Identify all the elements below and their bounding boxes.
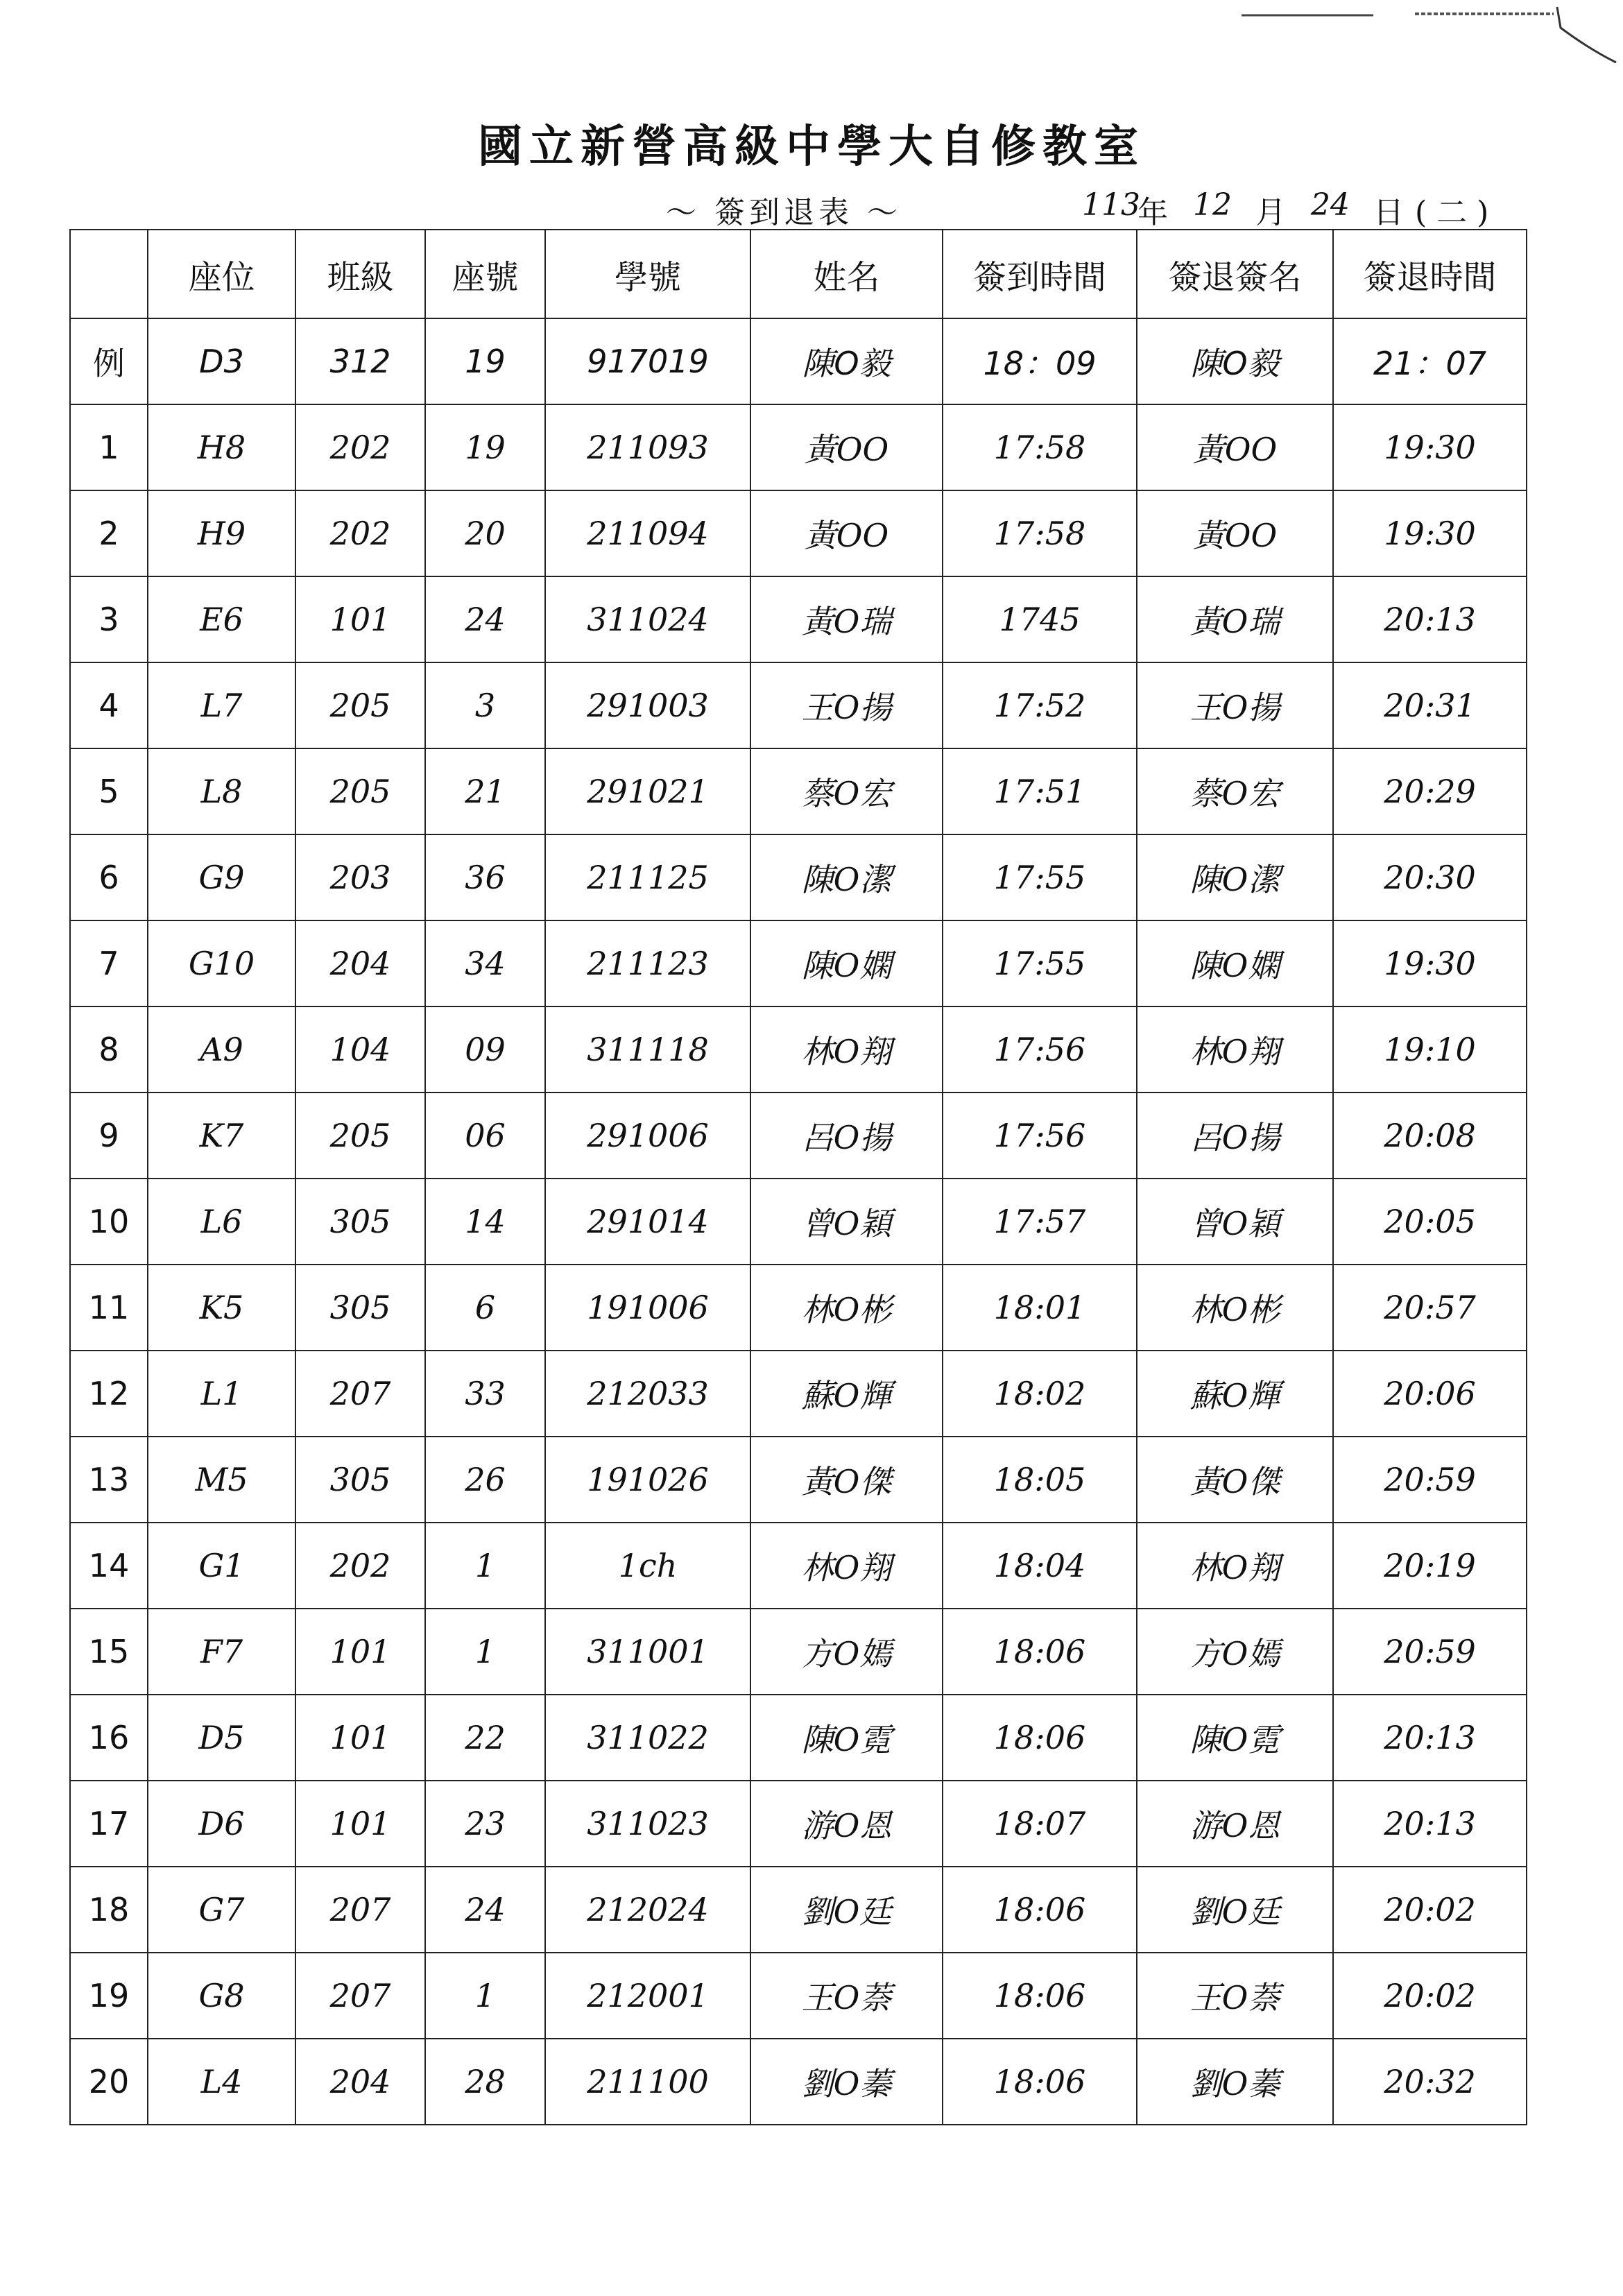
table-row [70,1867,1527,1953]
sign-in-time-cell: 18:06 [943,1609,1137,1695]
sign-out-signature-cell: 黃OO [1137,490,1333,576]
student-name-cell: 黃O傑 [750,1437,943,1523]
header-col-name: 姓名 [750,230,943,318]
seat-cell: G10 [148,920,295,1006]
sign-in-time-cell: 17:52 [943,662,1137,748]
sign-in-time-cell: 17:58 [943,490,1137,576]
student-name-cell: 黃O瑞 [750,576,943,662]
sign-out-signature-cell: 林O彬 [1137,1265,1333,1351]
student-id-cell: 191026 [545,1437,750,1523]
sign-out-time-cell: 20:13 [1333,576,1527,662]
sign-out-time-cell: 20:02 [1333,1953,1527,2039]
row-number-cell: 4 [70,662,148,748]
seat-number-cell: 34 [425,920,545,1006]
seat-cell: H9 [148,490,295,576]
class-cell: 202 [295,404,425,490]
class-cell: 101 [295,1695,425,1781]
sign-out-time-cell: 20:57 [1333,1265,1527,1351]
row-number-cell: 14 [70,1523,148,1609]
student-name-cell: 陳O霓 [750,1695,943,1781]
row-number-cell: 11 [70,1265,148,1351]
class-cell: 104 [295,1006,425,1093]
sign-in-time-cell: 18:04 [943,1523,1137,1609]
seat-cell: H8 [148,404,295,490]
seat-number-cell: 28 [425,2039,545,2125]
seat-cell: L1 [148,1351,295,1437]
sign-in-time-cell: 18:02 [943,1351,1137,1437]
class-cell: 207 [295,1351,425,1437]
seat-number-cell: 24 [425,576,545,662]
sign-out-time-cell: 20:59 [1333,1437,1527,1523]
seat-cell: E6 [148,576,295,662]
class-cell: 204 [295,2039,425,2125]
class-cell: 101 [295,1609,425,1695]
sign-out-signature-cell: 林O翔 [1137,1523,1333,1609]
seat-number-cell: 36 [425,834,545,920]
sign-in-time-cell: 1745 [943,576,1137,662]
seat-number-cell: 19 [425,404,545,490]
seat-number-cell: 14 [425,1179,545,1265]
sign-in-time-cell: 17:58 [943,404,1137,490]
date-year-label: 年 [1137,195,1168,230]
form-subtitle: ～ 簽到退表 ～ [666,195,902,230]
student-id-cell: 212033 [545,1351,750,1437]
student-id-cell: 917019 [545,318,750,404]
header-col-studentid: 學號 [545,230,750,318]
class-cell: 205 [295,748,425,834]
student-name-cell: 劉O蓁 [750,2039,943,2125]
row-number-cell: 3 [70,576,148,662]
student-name-cell: 林O翔 [750,1523,943,1609]
table-row [70,834,1527,920]
class-cell: 207 [295,1953,425,2039]
sign-out-time-cell: 20:05 [1333,1179,1527,1265]
sign-in-time-cell: 18:07 [943,1781,1137,1867]
seat-number-cell: 6 [425,1265,545,1351]
row-number-cell: 8 [70,1006,148,1093]
header-col-seat: 座位 [148,230,295,318]
seat-number-cell: 20 [425,490,545,576]
sign-out-signature-cell: 游O恩 [1137,1781,1333,1867]
table-row [70,490,1527,576]
seat-number-cell: 21 [425,748,545,834]
sign-out-signature-cell: 呂O揚 [1137,1093,1333,1179]
sign-in-time-cell: 18:06 [943,1953,1137,2039]
student-id-cell: 212024 [545,1867,750,1953]
student-name-cell: 劉O廷 [750,1867,943,1953]
seat-cell: D3 [148,318,295,404]
student-id-cell: 211094 [545,490,750,576]
seat-number-cell: 1 [425,1953,545,2039]
table-row [70,920,1527,1006]
student-name-cell: 蘇O輝 [750,1351,943,1437]
date-year: 113 [1082,187,1140,223]
sign-in-time-cell: 17:56 [943,1093,1137,1179]
student-name-cell: 王O揚 [750,662,943,748]
row-number-cell: 19 [70,1953,148,2039]
table-row [70,1265,1527,1351]
sign-out-time-cell: 19:30 [1333,920,1527,1006]
sign-out-time-cell: 19:10 [1333,1006,1527,1093]
sign-out-time-cell: 20:59 [1333,1609,1527,1695]
sign-out-signature-cell: 劉O廷 [1137,1867,1333,1953]
row-number-cell: 7 [70,920,148,1006]
student-id-cell: 291021 [545,748,750,834]
sign-in-time-cell: 18:06 [943,1867,1137,1953]
sign-out-time-cell: 20:32 [1333,2039,1527,2125]
scan-artifacts [0,0,1623,83]
table-row [70,1695,1527,1781]
example-row [70,318,1527,404]
date-day: 24 [1311,187,1350,223]
header-col-rownum [70,230,148,318]
student-name-cell: 方O嫣 [750,1609,943,1695]
class-cell: 101 [295,1781,425,1867]
student-id-cell: 211125 [545,834,750,920]
table-row [70,404,1527,490]
row-number-cell: 20 [70,2039,148,2125]
sign-out-time-cell: 20:30 [1333,834,1527,920]
student-name-cell: 陳O毅 [750,318,943,404]
row-number-cell: 9 [70,1093,148,1179]
class-cell: 305 [295,1179,425,1265]
seat-number-cell: 19 [425,318,545,404]
seat-number-cell: 24 [425,1867,545,1953]
student-id-cell: 1ch [545,1523,750,1609]
student-id-cell: 311024 [545,576,750,662]
seat-number-cell: 33 [425,1351,545,1437]
class-cell: 204 [295,920,425,1006]
sign-out-time-cell: 20:06 [1333,1351,1527,1437]
sign-in-time-cell: 18:05 [943,1437,1137,1523]
row-number-cell: 17 [70,1781,148,1867]
sign-out-signature-cell: 劉O蓁 [1137,2039,1333,2125]
seat-cell: G1 [148,1523,295,1609]
table-row [70,1953,1527,2039]
date-day-label: 日 [1373,195,1404,230]
sign-out-time-cell: 19:30 [1333,404,1527,490]
sign-out-time-cell: 19:30 [1333,490,1527,576]
seat-cell: L6 [148,1179,295,1265]
sign-out-time-cell: 20:13 [1333,1695,1527,1781]
seat-number-cell: 06 [425,1093,545,1179]
class-cell: 312 [295,318,425,404]
seat-number-cell: 1 [425,1609,545,1695]
sign-out-signature-cell: 曾O穎 [1137,1179,1333,1265]
student-name-cell: 林O翔 [750,1006,943,1093]
sign-in-time-cell: 17:55 [943,834,1137,920]
row-number-cell: 10 [70,1179,148,1265]
sign-in-time-cell: 17:56 [943,1006,1137,1093]
header-col-seatno: 座號 [425,230,545,318]
sign-out-signature-cell: 蔡O宏 [1137,748,1333,834]
sign-out-signature-cell: 方O嫣 [1137,1609,1333,1695]
page-title: 國立新營高級中學大自修教室 [478,121,1145,173]
sign-in-time-cell: 18:06 [943,2039,1137,2125]
seat-number-cell: 1 [425,1523,545,1609]
sign-out-signature-cell: 陳O毅 [1137,318,1333,404]
row-number-cell: 5 [70,748,148,834]
sign-out-time-cell: 20:29 [1333,748,1527,834]
class-cell: 101 [295,576,425,662]
seat-number-cell: 22 [425,1695,545,1781]
sign-in-time-cell: 18:06 [943,1695,1137,1781]
seat-number-cell: 26 [425,1437,545,1523]
student-name-cell: 林O彬 [750,1265,943,1351]
sign-in-time-cell: 18:01 [943,1265,1137,1351]
table-row [70,1609,1527,1695]
seat-cell: K7 [148,1093,295,1179]
student-id-cell: 311118 [545,1006,750,1093]
sign-out-signature-cell: 黃O瑞 [1137,576,1333,662]
seat-cell: D6 [148,1781,295,1867]
seat-cell: F7 [148,1609,295,1695]
student-id-cell: 211093 [545,404,750,490]
sign-in-time-cell: 18：09 [943,318,1137,404]
row-number-cell: 13 [70,1437,148,1523]
table-header-row [70,230,1527,318]
sign-out-signature-cell: 黃O傑 [1137,1437,1333,1523]
class-cell: 205 [295,1093,425,1179]
class-cell: 202 [295,490,425,576]
sign-in-table [69,229,1527,2125]
seat-cell: L8 [148,748,295,834]
sign-out-time-cell: 20:08 [1333,1093,1527,1179]
seat-number-cell: 23 [425,1781,545,1867]
sign-out-time-cell: 20:13 [1333,1781,1527,1867]
sign-out-time-cell: 20:19 [1333,1523,1527,1609]
date-month-label: 月 [1255,195,1286,230]
seat-cell: K5 [148,1265,295,1351]
seat-cell: L7 [148,662,295,748]
student-name-cell: 曾O穎 [750,1179,943,1265]
class-cell: 305 [295,1265,425,1351]
header-col-class: 班級 [295,230,425,318]
sign-out-signature-cell: 陳O潔 [1137,834,1333,920]
header-col-signout-signature: 簽退簽名 [1137,230,1333,318]
sign-out-time-cell: 20:02 [1333,1867,1527,1953]
table-row [70,2039,1527,2125]
student-id-cell: 212001 [545,1953,750,2039]
student-id-cell: 311001 [545,1609,750,1695]
class-cell: 202 [295,1523,425,1609]
row-number-cell: 16 [70,1695,148,1781]
sign-out-time-cell: 20:31 [1333,662,1527,748]
sign-out-time-cell: 21：07 [1333,318,1527,404]
header-col-signin-time: 簽到時間 [943,230,1137,318]
seat-cell: G8 [148,1953,295,2039]
table-row [70,748,1527,834]
student-id-cell: 291006 [545,1093,750,1179]
seat-cell: G9 [148,834,295,920]
header-col-signout-time: 簽退時間 [1333,230,1527,318]
row-number-cell: 15 [70,1609,148,1695]
table-row [70,1179,1527,1265]
sign-out-signature-cell: 王O揚 [1137,662,1333,748]
student-id-cell: 211123 [545,920,750,1006]
row-number-cell: 2 [70,490,148,576]
student-id-cell: 291003 [545,662,750,748]
class-cell: 203 [295,834,425,920]
student-id-cell: 211100 [545,2039,750,2125]
student-name-cell: 蔡O宏 [750,748,943,834]
student-name-cell: 呂O揚 [750,1093,943,1179]
seat-cell: L4 [148,2039,295,2125]
table-row [70,662,1527,748]
student-id-cell: 311022 [545,1695,750,1781]
class-cell: 205 [295,662,425,748]
date-weekday: ( 二 ) [1415,195,1489,230]
sign-in-time-cell: 17:57 [943,1179,1137,1265]
table-row [70,1006,1527,1093]
table-row [70,1437,1527,1523]
table-row [70,576,1527,662]
student-name-cell: 陳O嫻 [750,920,943,1006]
student-id-cell: 291014 [545,1179,750,1265]
class-cell: 305 [295,1437,425,1523]
sign-out-signature-cell: 黃OO [1137,404,1333,490]
seat-cell: M5 [148,1437,295,1523]
seat-number-cell: 09 [425,1006,545,1093]
sign-out-signature-cell: 林O翔 [1137,1006,1333,1093]
student-name-cell: 王O萘 [750,1953,943,2039]
row-number-cell: 6 [70,834,148,920]
seat-cell: G7 [148,1867,295,1953]
sign-out-signature-cell: 蘇O輝 [1137,1351,1333,1437]
sign-in-time-cell: 17:51 [943,748,1137,834]
seat-number-cell: 3 [425,662,545,748]
sign-out-signature-cell: 陳O嫻 [1137,920,1333,1006]
student-name-cell: 黃OO [750,490,943,576]
row-number-cell: 18 [70,1867,148,1953]
table-row [70,1351,1527,1437]
table-row [70,1781,1527,1867]
row-number-cell: 12 [70,1351,148,1437]
student-id-cell: 191006 [545,1265,750,1351]
seat-cell: D5 [148,1695,295,1781]
student-id-cell: 311023 [545,1781,750,1867]
table-row [70,1523,1527,1609]
table-row [70,1093,1527,1179]
sign-in-time-cell: 17:55 [943,920,1137,1006]
date-month: 12 [1193,187,1232,223]
student-name-cell: 游O恩 [750,1781,943,1867]
seat-cell: A9 [148,1006,295,1093]
row-number-cell: 1 [70,404,148,490]
class-cell: 207 [295,1867,425,1953]
sign-out-signature-cell: 陳O霓 [1137,1695,1333,1781]
sign-out-signature-cell: 王O萘 [1137,1953,1333,2039]
table-body [70,318,1527,2125]
student-name-cell: 陳O潔 [750,834,943,920]
student-name-cell: 黃OO [750,404,943,490]
row-number-cell: 例 [70,318,148,404]
